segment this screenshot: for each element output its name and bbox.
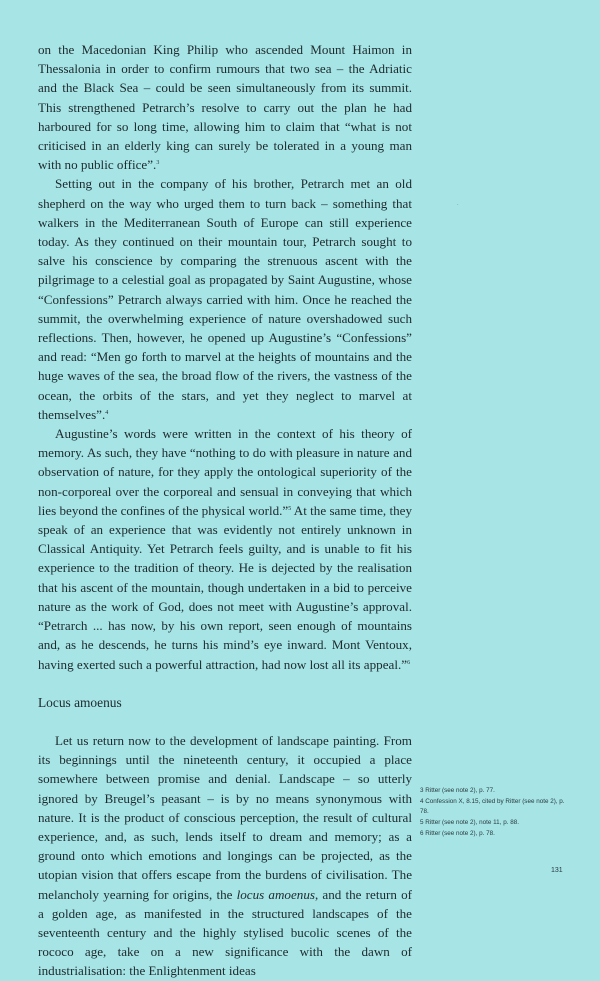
footnote-ref-4: 4 xyxy=(105,409,109,416)
paragraph-4-text-a: Let us return now to the development of landscape painting. From its beginnings until the nineteenth century, it occupied a place somewhere between promise and denial. Landscape – so utterly ignored by Breugel’s peasant – is by no means synonymous with nature. It is the product of conscious perception, the result of cultural experience, and, as such, lends itself to dream and memory; as a ground onto which emotions and longings can be projected, as the utopian vision that offers escape from the burdens of civilisation. The melancholy yearning for origins, the xyxy=(38,732,412,902)
paragraph-3-text-a: Augustine’s words were written in the context of his theory of memory. As such, they have “nothing to do with pleasure in nature and observation of nature, for they apply the ontological superiority of the non-corporeal over the corporeal and sensual in conveying that which lies beyond the confines of the physical world.” xyxy=(38,426,412,518)
footnote-5: 5 Ritter (see note 2), note 11, p. 88. xyxy=(420,819,519,826)
paragraph-4 xyxy=(38,731,412,981)
print-speck: · xyxy=(457,203,459,208)
footnote-ref-6: 6 xyxy=(407,659,411,666)
paragraph-1 xyxy=(38,40,412,174)
main-text-column xyxy=(38,40,412,981)
paragraph-2 xyxy=(38,174,412,424)
footnote-ref-3: 3 xyxy=(156,160,160,167)
paragraph-3-text-b: At the same time, they speak of an experience that was evidently not entirely unknown in Classical Antiquity. Yet Petrarch feels guilty, and is unable to fit his experience to the tradition of theory. He is dejected by the realisation that his ascent of the mountain, though undertaken in a bid to perceive nature as the work of God, does not meet with Augustine’s approval. “Petrarch ... has now, by his own report, seen enough of mountains and, as he descends, he turns his mind’s eye inward. Mont Ventoux, having exerted such a powerful attraction, had now lost all its appeal.” xyxy=(38,502,413,672)
footnote-4: 4 Confession X, 8.15, cited by Ritter (see note 2), p. 78. xyxy=(420,798,565,815)
footnotes xyxy=(420,786,570,840)
paragraph-4-text-b: , and the return of a golden age, as manifested in the structured landscapes of the seventeenth century and the highly stylised bucolic scenes of the rococo age, take on a new significance with the dawn of industrialisation: the Enlightenment ideas xyxy=(38,886,412,979)
paragraph-3 xyxy=(38,424,412,674)
section-heading: Locus amoenus xyxy=(38,694,122,710)
page-number: 131 xyxy=(551,867,563,874)
paragraph-2-text: Setting out in the company of his brother, Petrarch met an old shepherd on the way who urged them to turn back – something that walkers in the Mediterranean South of Europe can still experience today. As they continued on their mountain tour, Petrarch sought to salve his conscience by comparing the strenuous ascent with the pilgrimage to a celestial goal as propagated by Saint Augustine, whose “Confessions” Petrarch always carried with him. Once he reached the summit, the overwhelming experience of nature overshadowed such reflections. Then, however, he opened up Augustine’s “Confessions” and read: “Men go forth to marvel at the heights of mountains and the huge waves of the sea, the broad flow of the rivers, the vastness of the ocean, the orbits of the stars, and yet they neglect to marvel at themselves”. xyxy=(38,176,412,422)
footnote-6: 6 Ritter (see note 2), p. 78. xyxy=(420,830,495,837)
paragraph-4-emphasis: locus amoenus xyxy=(236,886,315,902)
footnote-ref-5: 5 xyxy=(288,505,292,512)
paragraph-1-text: on the Macedonian King Philip who ascended Mount Haimon in Thessalonia in order to confirm rumours that two sea – the Adriatic and the Black Sea – could be seen simultaneously from its summit. This strengthened Petrarch’s resolve to carry out the plan he had harboured for so long time, allowing him to claim that “what is not criticised in an elderly king can surely be tolerated in a young man with no public office”. xyxy=(38,42,412,173)
footnote-3: 3 Ritter (see note 2), p. 77. xyxy=(420,787,495,794)
